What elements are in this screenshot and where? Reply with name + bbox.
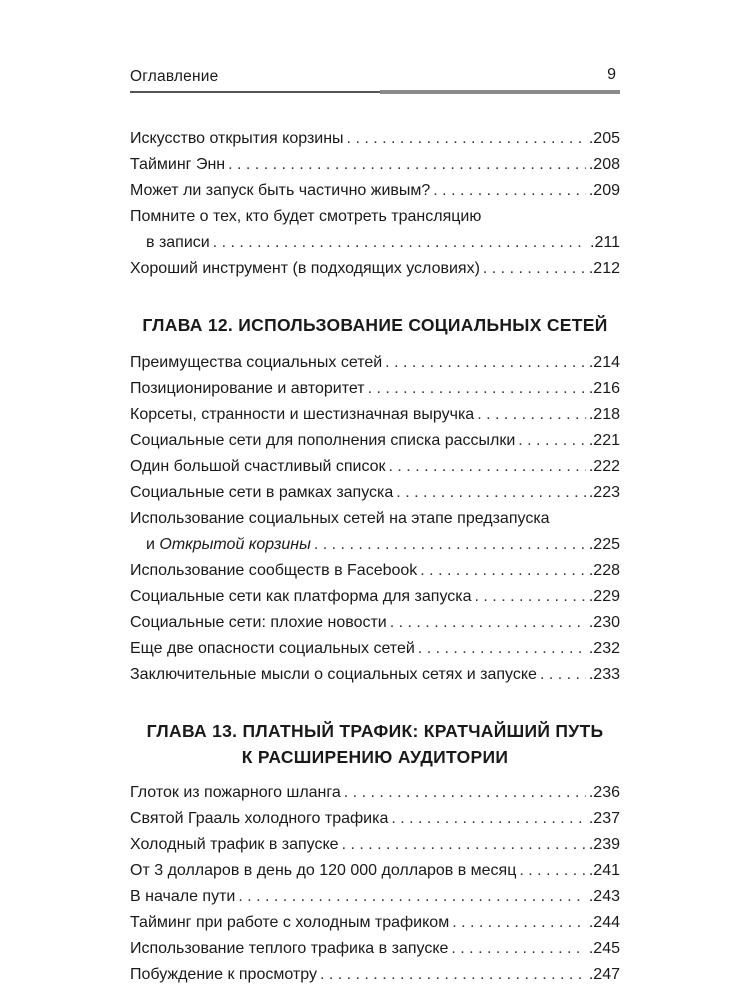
page-number: 9 xyxy=(607,66,616,83)
toc-entry[interactable]: Позиционирование и авторитет . . . .216 xyxy=(130,376,620,402)
toc-entry[interactable]: Преимущества социальных сетей . . . .214 xyxy=(130,350,620,376)
toc-entry[interactable]: Еще две опасности социальных сетей . . . .232 xyxy=(130,636,620,662)
toc-entry[interactable]: Социальные сети в рамках запуска . . . .223 xyxy=(130,480,620,506)
toc-entry[interactable]: Тайминг при работе с холодным трафиком . . . .244 xyxy=(130,910,620,936)
toc-entry[interactable]: Побуждение к просмотру . . . .247 xyxy=(130,962,620,988)
chapter-heading-continued: К РАСШИРЕНИЮ АУДИТОРИИ xyxy=(241,747,509,767)
table-of-contents xyxy=(130,126,620,988)
toc-entry[interactable]: Использование теплого трафика в запуске . . . .245 xyxy=(130,936,620,962)
toc-entry[interactable]: От 3 долларов в день до 120 000 долларов в месяц . . . .241 xyxy=(130,858,620,884)
toc-entry[interactable]: Использование социальных сетей на этапе предзапуска и Открытой корзины . . . .225 xyxy=(130,506,620,558)
toc-entry[interactable]: Социальные сети как платформа для запуска . . . .229 xyxy=(130,584,620,610)
toc-entry[interactable]: Хороший инструмент (в подходящих условиях) . . . .212 xyxy=(130,256,620,282)
toc-entry[interactable]: Один большой счастливый список . . . .222 xyxy=(130,454,620,480)
toc-entry[interactable]: Тайминг Энн . . . .208 xyxy=(130,152,620,178)
header-rule-accent xyxy=(380,90,620,94)
toc-entry[interactable]: Холодный трафик в запуске . . . .239 xyxy=(130,832,620,858)
chapter-heading: ГЛАВА 13. ПЛАТНЫЙ ТРАФИК: КРАТЧАЙШИЙ ПУТЬ xyxy=(146,721,604,741)
toc-entry[interactable]: Помните о тех, кто будет смотреть трансляцию в записи . . . .211 xyxy=(130,204,620,256)
running-header xyxy=(130,64,620,94)
toc-entry[interactable]: Социальные сети: плохие новости . . . .230 xyxy=(130,610,620,636)
chapter-heading: ГЛАВА 12. ИСПОЛЬЗОВАНИЕ СОЦИАЛЬНЫХ СЕТЕЙ xyxy=(142,315,608,335)
toc-entry[interactable]: Искусство открытия корзины . . . .205 xyxy=(130,126,620,152)
toc-entry[interactable]: Корсеты, странности и шестизначная выручка . . . .218 xyxy=(130,402,620,428)
toc-entry[interactable]: Святой Грааль холодного трафика . . . .237 xyxy=(130,806,620,832)
toc-entry[interactable]: Социальные сети для пополнения списка рассылки . . . .221 xyxy=(130,428,620,454)
toc-entry[interactable]: Может ли запуск быть частично живым? . . . .209 xyxy=(130,178,620,204)
toc-entry[interactable]: Использование сообществ в Facebook . . . .228 xyxy=(130,558,620,584)
toc-entry[interactable]: Глоток из пожарного шланга . . . .236 xyxy=(130,780,620,806)
running-header-title: Оглавление xyxy=(130,68,219,85)
toc-entry[interactable]: В начале пути . . . .243 xyxy=(130,884,620,910)
toc-entry[interactable]: Заключительные мысли о социальных сетях и запуске . . . .233 xyxy=(130,662,620,688)
